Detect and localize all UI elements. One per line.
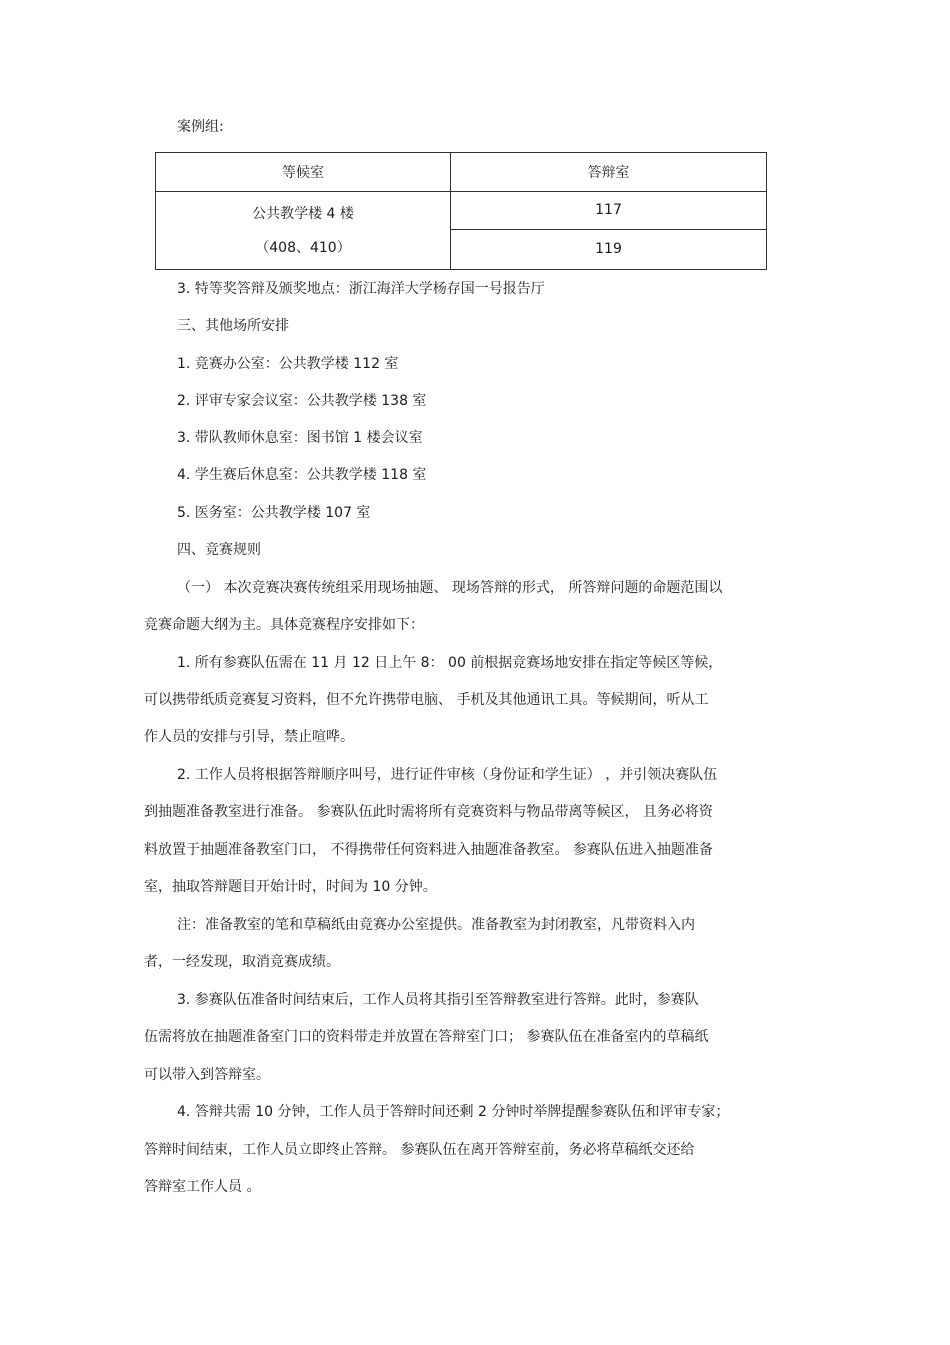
paragraph-line: 注：准备教室的笔和草稿纸由竞赛办公室提供。准备教室为封闭教室，凡带资料入内 xyxy=(177,917,695,933)
paragraph-line: 室，抽取答辩题目开始计时，时间为 10 分钟。 xyxy=(144,879,437,895)
waiting-room-line1: 公共教学楼 4 楼 xyxy=(252,205,354,222)
paragraph-line: 竞赛命题大纲为主。具体竞赛程序安排如下： xyxy=(144,617,424,633)
group-label: 案例组: xyxy=(177,119,224,135)
venue-item: 1. 竞赛办公室：公共教学楼 112 室 xyxy=(177,356,399,372)
paragraph-line: 伍需将放在抽题准备室门口的资料带走并放置在答辩室门口； 参赛队伍在准备室内的草稿纸 xyxy=(144,1029,709,1045)
paragraph-line: 2. 工作人员将根据答辩顺序叫号，进行证件审核（身份证和学生证） ，并引领决赛队伍 xyxy=(177,767,718,783)
paragraph-line: 料放置于抽题准备教室门口， 不得携带任何资料进入抽题准备教室。 参赛队伍进入抽题准备 xyxy=(144,842,713,858)
award-location: 3. 特等奖答辩及颁奖地点：浙江海洋大学杨存国一号报告厅 xyxy=(177,281,545,297)
paragraph-line: 答辩室工作人员 。 xyxy=(144,1179,261,1195)
venue-item: 4. 学生赛后休息室：公共教学楼 118 室 xyxy=(177,467,427,483)
paragraph-line: （一） 本次竞赛决赛传统组采用现场抽题、 现场答辩的形式， 所答辩问题的命题范围以 xyxy=(177,580,723,596)
waiting-room-cell xyxy=(156,192,451,270)
waiting-room-line2: （408、410） xyxy=(255,239,351,256)
table-header-waiting: 等候室 xyxy=(156,153,451,192)
rooms-table xyxy=(155,152,767,270)
paragraph-line: 可以携带纸质竞赛复习资料，但不允许携带电脑、 手机及其他通讯工具。等候期间，听从工 xyxy=(144,692,709,708)
paragraph-line: 到抽题准备教室进行准备。 参赛队伍此时需将所有竞赛资料与物品带离等候区， 且务必将资 xyxy=(144,804,713,820)
section-heading-rules: 四、竞赛规则 xyxy=(177,542,261,558)
paragraph-line: 作人员的安排与引导，禁止喧哗。 xyxy=(144,729,354,745)
venue-item: 5. 医务室：公共教学楼 107 室 xyxy=(177,505,371,521)
paragraph-line: 1. 所有参赛队伍需在 11 月 12 日上午 8： 00 前根据竞赛场地安排在指定等候区等候， xyxy=(177,655,723,671)
venue-item: 2. 评审专家会议室：公共教学楼 138 室 xyxy=(177,393,427,409)
paragraph-line: 答辩时间结束，工作人员立即终止答辩。 参赛队伍在离开答辩室前，务必将草稿纸交还给 xyxy=(144,1142,695,1158)
paragraph-line: 可以带入到答辩室。 xyxy=(144,1067,270,1083)
table-header-defense: 答辩室 xyxy=(451,153,767,192)
section-heading-venues: 三、其他场所安排 xyxy=(177,318,289,334)
paragraph-line: 4. 答辩共需 10 分钟，工作人员于答辩时间还剩 2 分钟时举牌提醒参赛队伍和评审专家； xyxy=(177,1104,730,1120)
venue-item: 3. 带队教师休息室：图书馆 1 楼会议室 xyxy=(177,430,423,446)
paragraph-line: 3. 参赛队伍准备时间结束后，工作人员将其指引至答辩教室进行答辩。此时，参赛队 xyxy=(177,992,699,1008)
defense-room-2: 119 xyxy=(451,229,767,269)
defense-room-1: 117 xyxy=(451,192,767,229)
paragraph-line: 者，一经发现，取消竞赛成绩。 xyxy=(144,954,340,970)
